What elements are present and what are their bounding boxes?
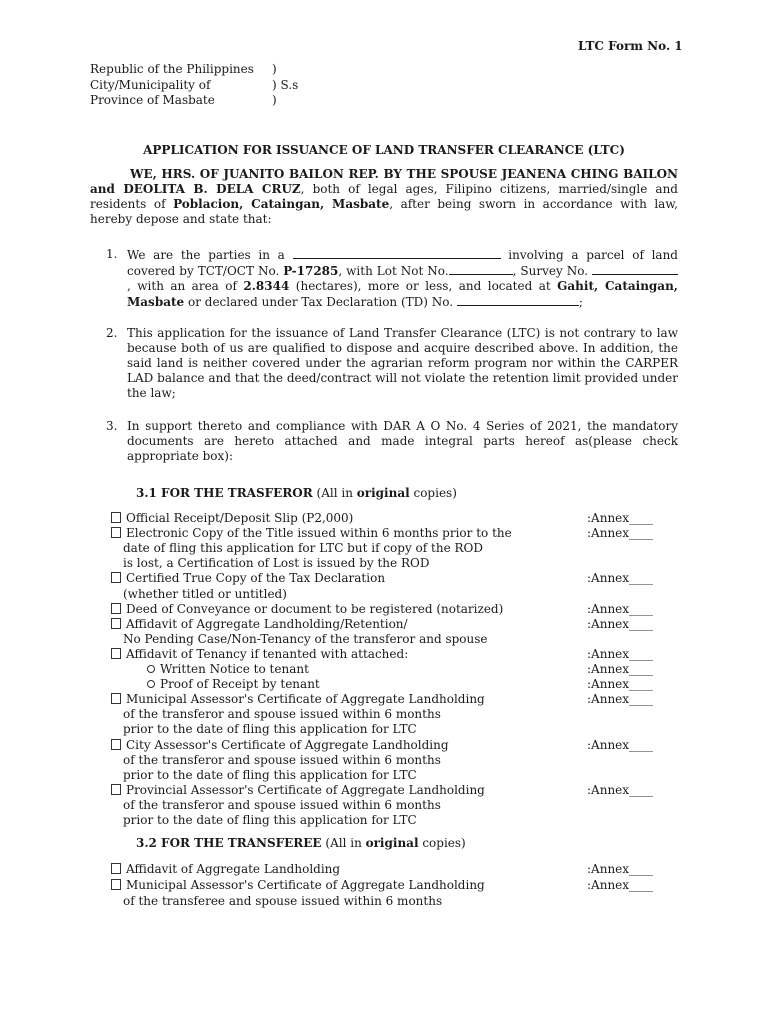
checkbox[interactable]	[111, 527, 121, 538]
annex-field[interactable]: :Annex____	[587, 571, 654, 586]
checklist-text: Deed of Conveyance or document to be registered (notarized)	[126, 601, 504, 616]
checklist-text: No Pending Case/Non-Tenancy of the transferor and spouse	[123, 631, 488, 646]
checkbox[interactable]	[111, 603, 121, 614]
checkbox[interactable]	[111, 618, 121, 629]
p1-text: , with Lot Not No.	[338, 264, 449, 278]
checklist-text: Written Notice to tenant	[160, 662, 309, 676]
paragraph-3-text: In support thereto and compliance with DAR A O No. 4 Series of 2021, the mandatory documents are hereto attached and made integral parts hereof as(please check appropriate box):	[127, 419, 678, 463]
intro-paragraph	[90, 167, 678, 227]
annex-field[interactable]: :Annex____	[587, 737, 654, 752]
venue-label: City/Municipality of	[90, 77, 211, 92]
checkbox[interactable]	[111, 739, 121, 750]
residence: Poblacion, Cataingan, Masbate	[173, 197, 390, 211]
checklist-text: Affidavit of Aggregate Landholding	[126, 862, 341, 876]
checklist-text: of the transferor and spouse issued within 6 months	[123, 752, 441, 767]
checklist-text: Municipal Assessor's Certificate of Aggregate Landholding	[126, 692, 485, 707]
tax-declaration-blank[interactable]	[457, 294, 579, 306]
section-3-2-heading	[136, 836, 466, 851]
p1-text: We are the parties in a	[127, 248, 285, 262]
annex-field[interactable]: :Annex____	[587, 677, 654, 692]
checklist-text: of the transferor and spouse issued within 6 months	[123, 707, 441, 722]
venue-row	[90, 62, 298, 78]
checklist-text: prior to the date of fling this application for LTC	[123, 813, 417, 827]
form-number: LTC Form No. 1	[578, 39, 683, 53]
intro-text: , both of legal ages, Filipino citizens, married/single and residents of	[90, 182, 678, 211]
checkbox[interactable]	[111, 863, 121, 874]
checkbox[interactable]	[111, 784, 121, 795]
venue-row	[90, 93, 298, 109]
checklist-text: Electronic Copy of the Title issued within 6 months prior to the	[126, 526, 512, 541]
venue-mark: )	[272, 62, 277, 76]
p1-text: involving a parcel of land covered by TCT/OCT No.	[127, 248, 678, 278]
annex-field[interactable]: :Annex____	[587, 862, 654, 876]
venue-label: Republic of the Philippines	[90, 62, 254, 76]
checklist-text: City Assessor's Certificate of Aggregate Landholding	[126, 737, 449, 752]
checkbox[interactable]	[111, 879, 121, 890]
p1-text: , Survey No.	[512, 264, 589, 278]
checklist-text: Official Receipt/Deposit Slip (P2,000)	[126, 511, 354, 525]
checklist-text: date of fling this application for LTC but if copy of the ROD	[123, 541, 483, 556]
annex-field[interactable]: :Annex____	[587, 646, 654, 661]
circle-bullet-icon	[147, 665, 155, 673]
document-title: APPLICATION FOR ISSUANCE OF LAND TRANSFER CLEARANCE (LTC)	[143, 143, 625, 157]
section-note: (All in original copies)	[325, 836, 466, 850]
section-title: 3.2 FOR THE TRANSFEREE	[136, 836, 322, 850]
annex-field[interactable]: :Annex____	[587, 526, 654, 541]
annex-field[interactable]: :Annex____	[587, 662, 654, 676]
affiants-names: WE, HRS. OF JUANITO BAILON REP. BY THE SPOUSE JEANENA CHING BAILON and DEOLITA B. DELA CRUZ	[90, 167, 678, 196]
land-location: Gahit, Cataingan, Masbate	[127, 279, 678, 309]
checklist-text: of the transferee and spouse issued within 6 months	[123, 894, 443, 908]
venue-mark: ) S.s	[272, 77, 299, 92]
annex-field[interactable]: :Annex____	[587, 601, 654, 616]
annex-field[interactable]: :Annex____	[587, 616, 654, 631]
tct-number: P-17285	[283, 264, 339, 278]
section-title: 3.1 FOR THE TRASFEROR	[136, 486, 313, 500]
checklist-text: is lost, a Certification of Lost is issued by the ROD	[123, 556, 430, 571]
section-3-1-heading	[136, 486, 457, 501]
checklist-text: Municipal Assessor's Certificate of Aggregate Landholding	[126, 878, 485, 892]
checkbox[interactable]	[111, 648, 121, 659]
p1-text: , with an area of	[127, 279, 237, 293]
circle-bullet-icon	[147, 680, 155, 688]
venue-block	[90, 62, 298, 109]
paragraph-2	[106, 326, 678, 401]
survey-number-blank[interactable]	[592, 263, 678, 275]
checklist-text: prior to the date of fling this application for LTC	[123, 722, 417, 737]
checklist-text: Proof of Receipt by tenant	[160, 677, 320, 692]
annex-field[interactable]: :Annex____	[587, 782, 654, 797]
checklist-text: (whether titled or untitled)	[123, 586, 287, 601]
transaction-blank[interactable]	[293, 247, 501, 259]
p1-text: (hectares), more or less, and located at	[295, 279, 551, 293]
checklist-text: of the transferor and spouse issued within 6 months	[123, 797, 441, 812]
annex-field[interactable]: :Annex____	[587, 692, 654, 707]
checkbox[interactable]	[111, 572, 121, 583]
intro-text-end: , after being sworn in accordance with law, hereby depose and state that:	[90, 197, 678, 226]
checklist-text: Affidavit of Aggregate Landholding/Retention/	[126, 616, 408, 631]
annex-field[interactable]: :Annex____	[587, 878, 654, 892]
venue-label: Province of Masbate	[90, 93, 215, 107]
paragraph-3	[106, 419, 678, 464]
checkbox[interactable]	[111, 512, 121, 523]
checklist-text: Certified True Copy of the Tax Declaration	[126, 571, 386, 586]
checkbox[interactable]	[111, 693, 121, 704]
land-area: 2.8344	[243, 279, 290, 293]
paragraph-number: 1.	[106, 247, 118, 261]
paragraph-number: 2.	[106, 326, 118, 340]
paragraph-1	[106, 247, 678, 310]
venue-row	[90, 78, 298, 94]
checklist-text: prior to the date of fling this application for LTC	[123, 767, 417, 782]
lot-number-blank[interactable]	[449, 263, 513, 275]
checklist-text: Affidavit of Tenancy if tenanted with attached:	[126, 646, 409, 661]
checklist-text: Provincial Assessor's Certificate of Aggregate Landholding	[126, 782, 485, 797]
venue-mark: )	[272, 93, 277, 107]
paragraph-number: 3.	[106, 419, 118, 433]
section-note: (All in original copies)	[316, 486, 457, 500]
paragraph-2-text: This application for the issuance of Land Transfer Clearance (LTC) is not contrary to law because both of us are qualified to dispose and acquire described above. In addition, the said land is neither covered under the agrarian reform program nor within the CARPER LAD balance and that the deed/contract will not violate the retention limit provided under the law;	[127, 326, 678, 400]
p1-text: ;	[578, 295, 583, 309]
p1-text: or declared under Tax Declaration (TD) No.	[188, 295, 454, 309]
annex-field[interactable]: :Annex____	[587, 511, 654, 525]
